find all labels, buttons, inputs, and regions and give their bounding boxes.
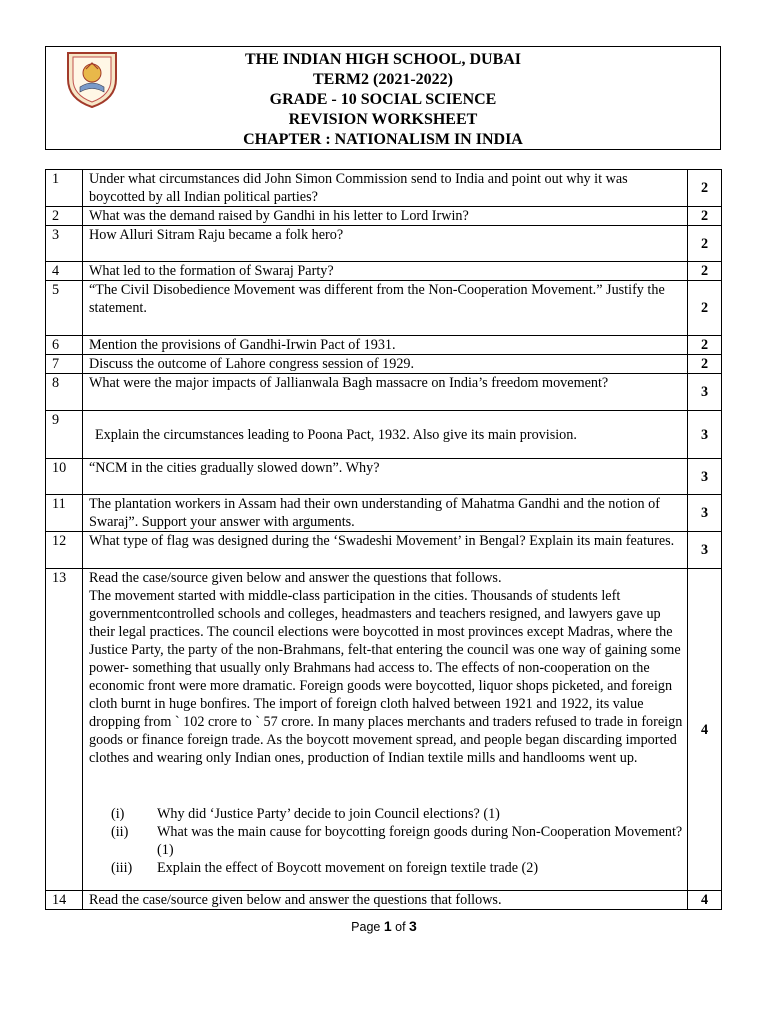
question-row <box>46 532 722 569</box>
question-row <box>46 207 722 226</box>
question-text: Explain the circumstances leading to Poona Pact, 1932. Also give its main provision. <box>83 411 688 459</box>
question-marks: 3 <box>688 495 722 532</box>
question-marks: 2 <box>688 207 722 226</box>
question-row <box>46 569 722 891</box>
question-row <box>46 459 722 495</box>
worksheet-title: REVISION WORKSHEET <box>288 111 478 128</box>
question-number: 8 <box>46 374 83 411</box>
question-number: 14 <box>46 891 83 910</box>
question-text: Discuss the outcome of Lahore congress session of 1929. <box>83 355 688 374</box>
question-number: 4 <box>46 262 83 281</box>
questions-table <box>45 169 722 910</box>
question-row <box>46 170 722 207</box>
question-marks: 4 <box>688 569 722 891</box>
question-row <box>46 226 722 262</box>
sub-question-text: Explain the effect of Boycott movement on foreign textile trade (2) <box>157 860 539 876</box>
question-number: 12 <box>46 532 83 569</box>
question-marks: 3 <box>688 374 722 411</box>
question-marks: 2 <box>688 226 722 262</box>
grade: GRADE - 10 SOCIAL SCIENCE <box>269 91 497 108</box>
question-row <box>46 262 722 281</box>
term: TERM2 (2021-2022) <box>313 71 453 88</box>
page-word: Page <box>351 920 381 934</box>
question-number: 13 <box>46 569 83 891</box>
page-number: 1 <box>383 918 392 934</box>
question-text: Read the case/source given below and answer the questions that follows. <box>83 891 688 910</box>
question-row <box>46 281 722 336</box>
question-row <box>46 374 722 411</box>
question-marks: 3 <box>688 411 722 459</box>
question-marks: 3 <box>688 532 722 569</box>
question-row <box>46 891 722 910</box>
sub-question-text: Why did ‘Justice Party’ decide to join Council elections? (1) <box>157 806 500 822</box>
question-marks: 2 <box>688 336 722 355</box>
sub-question-label: (i) <box>111 806 125 822</box>
school-name: THE INDIAN HIGH SCHOOL, DUBAI <box>244 51 522 68</box>
worksheet-header <box>45 46 721 150</box>
question-row <box>46 495 722 532</box>
sub-question-label: (iii) <box>111 860 133 876</box>
sub-question <box>89 823 687 859</box>
question-text: What was the demand raised by Gandhi in his letter to Lord Irwin? <box>83 207 688 226</box>
question-text: What were the major impacts of Jallianwala Bagh massacre on India’s freedom movement? <box>83 374 688 411</box>
case-question <box>83 569 688 891</box>
question-text: What led to the formation of Swaraj Party? <box>83 262 688 281</box>
question-text: The plantation workers in Assam had their own understanding of Mahatma Gandhi and the notion of Swaraj”. Support your answer with arguments. <box>83 495 688 532</box>
chapter-title: CHAPTER : NATIONALISM IN INDIA <box>243 131 523 148</box>
sub-question-label: (ii) <box>111 824 129 840</box>
page-total: 3 <box>409 918 417 934</box>
question-text: “NCM in the cities gradually slowed down”. Why? <box>83 459 688 495</box>
question-marks: 3 <box>688 459 722 495</box>
question-text: Mention the provisions of Gandhi-Irwin Pact of 1931. <box>83 336 688 355</box>
question-marks: 2 <box>688 262 722 281</box>
question-row <box>46 355 722 374</box>
of-word: of <box>395 920 406 934</box>
case-passage: The movement started with middle-class participation in the cities. Thousands of students left governmentcontrolled schools and colleges, headmasters and teachers resigned, and lawyers gave up their legal practices. The council elections were boycotted in most provinces except Madras, where the Justice Party, the party of the non-Brahmans, felt-that entering the council was one way of gaining some power- something that usually only Brahmans had access to. The effects of non-cooperation on the economic front were more dramatic. Foreign goods were boycotted, liquor shops picketed, and foreign cloth burnt in huge bonfires. The import of foreign cloth halved between 1921 and 1922, its value dropping from ` 102 crore to ` 57 crore. In many places merchants and traders refused to trade in foreign goods or finance foreign trade. As the boycott movement spread, and people began discarding imported clothes and wearing only Indian ones, production of Indian textile mills and handlooms went up. <box>89 588 683 766</box>
question-row <box>46 411 722 459</box>
sub-question <box>89 859 687 877</box>
page-footer <box>0 918 768 934</box>
sub-question <box>89 805 687 823</box>
sub-question-text: What was the main cause for boycotting foreign goods during Non-Cooperation Movement? (1) <box>157 824 683 858</box>
question-number: 7 <box>46 355 83 374</box>
question-number: 2 <box>46 207 83 226</box>
question-number: 1 <box>46 170 83 207</box>
question-row <box>46 336 722 355</box>
question-marks: 2 <box>688 355 722 374</box>
question-number: 9 <box>46 411 83 459</box>
question-text: Under what circumstances did John Simon Commission send to India and point out why it was boycotted by all Indian political parties? <box>83 170 688 207</box>
question-text: “The Civil Disobedience Movement was different from the Non-Cooperation Movement.” Justify the statement. <box>83 281 688 336</box>
question-marks: 4 <box>688 891 722 910</box>
question-text: How Alluri Sitram Raju became a folk hero? <box>83 226 688 262</box>
question-number: 3 <box>46 226 83 262</box>
question-text: What type of flag was designed during the ‘Swadeshi Movement’ in Bengal? Explain its main features. <box>83 532 688 569</box>
case-intro: Read the case/source given below and answer the questions that follows. <box>89 570 502 586</box>
question-marks: 2 <box>688 170 722 207</box>
question-number: 10 <box>46 459 83 495</box>
question-number: 5 <box>46 281 83 336</box>
question-number: 11 <box>46 495 83 532</box>
question-marks: 2 <box>688 281 722 336</box>
question-number: 6 <box>46 336 83 355</box>
